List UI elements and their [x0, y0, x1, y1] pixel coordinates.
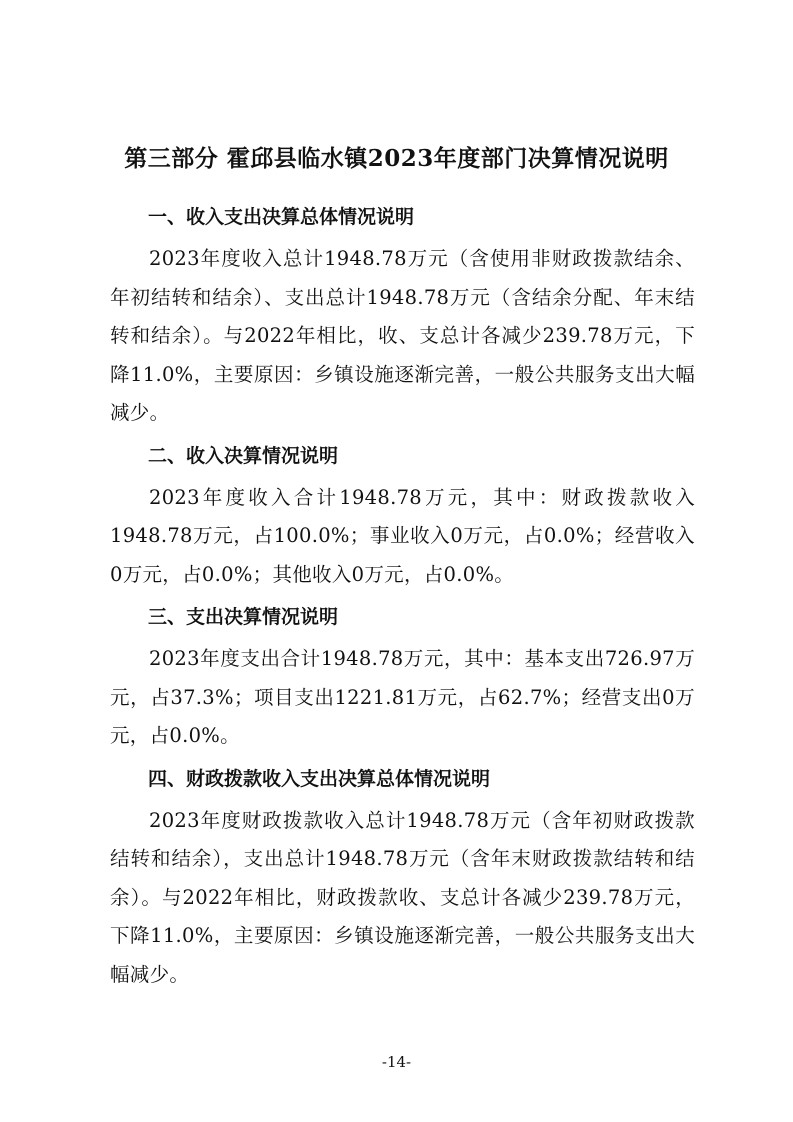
- section-revenue: [110, 437, 695, 595]
- section-heading: 一、收入支出决算总体情况说明: [148, 206, 415, 228]
- section-paragraph: 2023年度财政拨款收入总计1948.78万元（含年初财政拨款结转和结余），支出总计1948.78万元（含年末财政拨款结转和结余）。与2022年相比，财政拨款收、支总计各减少239.78万元，下降11.0%，主要原因：乡镇设施逐渐完善，一般公共服务支出大幅减少。: [110, 808, 695, 986]
- section-paragraph: 2023年度支出合计1948.78万元，其中：基本支出726.97万元，占37.3%；项目支出1221.81万元，占62.7%；经营支出0万元，占0.0%。: [110, 647, 695, 747]
- section-heading: 二、收入决算情况说明: [148, 444, 339, 467]
- section-paragraph: 2023年度收入总计1948.78万元（含使用非财政拨款结余、年初结转和结余）、支出总计1948.78万元（含结余分配、年末结转和结余）。与2022年相比，收、支总计各减少239.78万元，下降11.0%，主要原因：乡镇设施逐渐完善，一般公共服务支出大幅减少。: [110, 247, 695, 424]
- section-fiscal-appropriation-overview: [110, 760, 695, 995]
- section-revenue-expenditure-overview: [110, 198, 695, 433]
- page-number: -14-: [381, 1053, 412, 1071]
- section-heading: 三、支出决算情况说明: [148, 606, 339, 628]
- section-heading: 四、财政拨款收入支出决算总体情况说明: [148, 767, 491, 790]
- section-expenditure: [110, 598, 695, 756]
- section-paragraph: 2023年度收入合计1948.78万元，其中：财政拨款收入1948.78万元，占100.0%；事业收入0万元，占0.0%；经营收入0万元，占0.0%；其他收入0万元，占0.0%。: [110, 485, 695, 586]
- document-title: 第三部分 霍邱县临水镇2023年度部门决算情况说明: [124, 145, 669, 172]
- document-body: [110, 198, 695, 998]
